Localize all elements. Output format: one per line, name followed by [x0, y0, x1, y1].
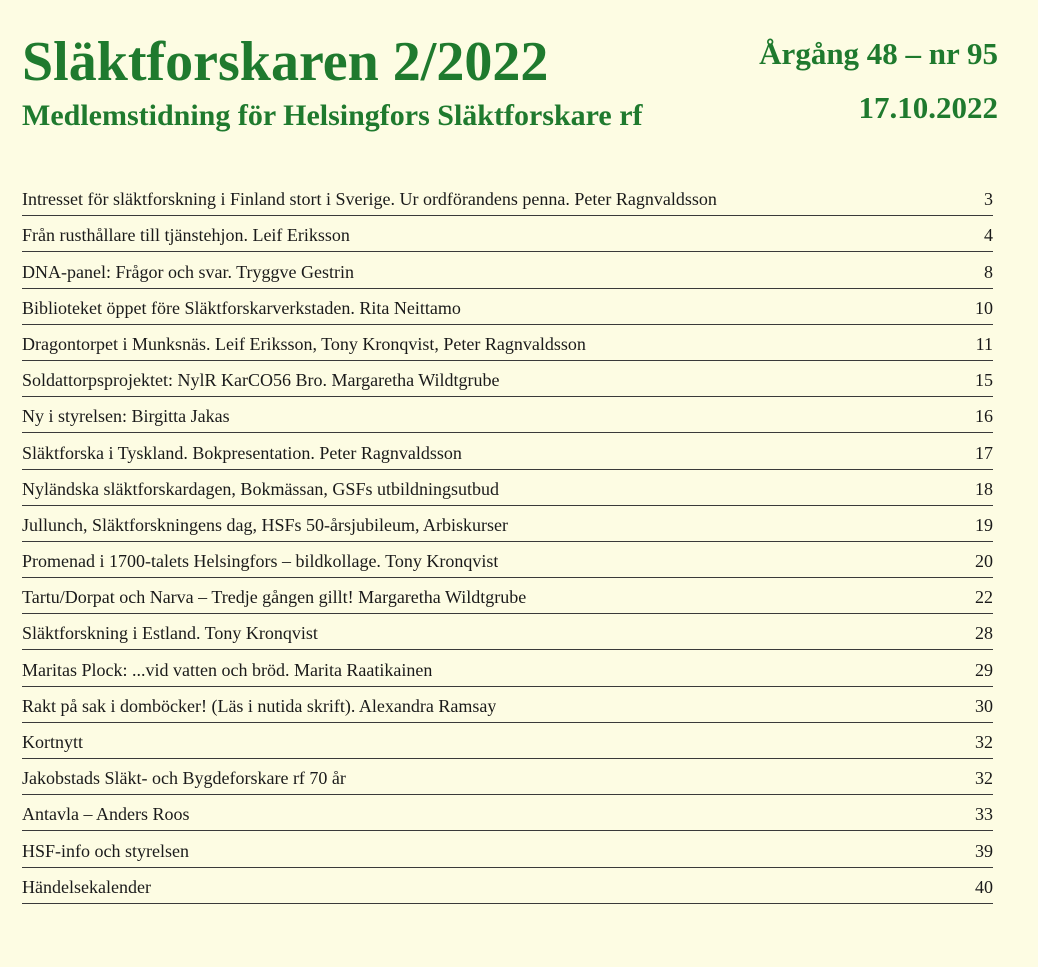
toc-entry-page: 29 — [975, 659, 993, 680]
toc-entry-title: Nyländska släktforskardagen, Bokmässan, GSFs utbildningsutbud — [22, 478, 499, 499]
toc-entry-title: Maritas Plock: ...vid vatten och bröd. Marita Raatikainen — [22, 659, 433, 680]
toc-entry-title: Händelsekalender — [22, 876, 151, 897]
table-of-contents — [22, 180, 993, 904]
toc-entry-page: 15 — [975, 370, 993, 391]
toc-entry-title: Släktforskning i Estland. Tony Kronqvist — [22, 623, 318, 644]
toc-entry-title: HSF-info och styrelsen — [22, 840, 189, 861]
toc-entry-title: Jakobstads Släkt- och Bygdeforskare rf 70 år — [22, 768, 346, 789]
toc-entry[interactable] — [22, 325, 993, 361]
toc-entry-page: 8 — [984, 261, 993, 282]
toc-entry-title: Rakt på sak i domböcker! (Läs i nutida skrift). Alexandra Ramsay — [22, 695, 497, 716]
toc-entry-title: Dragontorpet i Munksnäs. Leif Eriksson, Tony Kronqvist, Peter Ragnvaldsson — [22, 333, 586, 354]
toc-entry[interactable] — [22, 506, 993, 542]
issue-number: Årgång 48 – nr 95 — [759, 36, 998, 71]
toc-entry-page: 32 — [975, 768, 993, 789]
toc-entry-page: 40 — [975, 876, 993, 897]
toc-entry-page: 20 — [975, 551, 993, 572]
toc-entry-page: 19 — [975, 514, 993, 535]
toc-entry-title: DNA-panel: Frågor och svar. Tryggve Gestrin — [22, 261, 354, 282]
toc-entry-title: Kortnytt — [22, 732, 83, 752]
toc-entry-page: 11 — [975, 333, 993, 354]
toc-entry[interactable] — [22, 180, 993, 216]
toc-entry-title: Antavla – Anders Roos — [22, 804, 190, 825]
toc-entry-title: Från rusthållare till tjänstehjon. Leif Eriksson — [22, 225, 350, 246]
issue-date: 17.10.2022 — [858, 90, 998, 125]
toc-entry-title: Intresset för släktforskning i Finland stort i Sverige. Ur ordförandens penna. Peter Ragnvaldsson — [22, 189, 717, 210]
magazine-subtitle: Medlemstidning för Helsingfors Släktforskare rf — [22, 99, 643, 132]
masthead — [0, 0, 1038, 170]
toc-entry[interactable] — [22, 868, 993, 904]
magazine-title: Släktforskaren 2/2022 — [22, 31, 549, 93]
toc-entry-page: 3 — [984, 189, 993, 210]
toc-entry-page: 10 — [975, 297, 993, 318]
toc-entry[interactable] — [22, 650, 993, 686]
toc-entry[interactable] — [22, 578, 993, 614]
toc-entry[interactable] — [22, 433, 993, 469]
toc-entry-title: Ny i styrelsen: Birgitta Jakas — [22, 406, 230, 427]
toc-entry[interactable] — [22, 252, 993, 288]
toc-entry-title: Släktforska i Tyskland. Bokpresentation. Peter Ragnvaldsson — [22, 442, 462, 463]
toc-entry-page: 33 — [975, 804, 993, 825]
toc-entry[interactable] — [22, 397, 993, 433]
toc-entry[interactable] — [22, 723, 993, 759]
toc-entry[interactable] — [22, 795, 993, 831]
toc-entry-page: 28 — [975, 623, 993, 644]
toc-entry-page: 16 — [975, 406, 993, 427]
toc-entry-title: Tartu/Dorpat och Narva – Tredje gången gillt! Margaretha Wildtgrube — [22, 587, 527, 608]
toc-entry-title: Promenad i 1700-talets Helsingfors – bildkollage. Tony Kronqvist — [22, 551, 499, 572]
toc-entry-page: 18 — [975, 478, 993, 499]
toc-entry-page: 4 — [984, 225, 993, 246]
toc-entry[interactable] — [22, 614, 993, 650]
toc-entry-title: Soldattorpsprojektet: NylR KarCO56 Bro. Margaretha Wildtgrube — [22, 370, 500, 391]
toc-entry[interactable] — [22, 831, 993, 867]
toc-entry[interactable] — [22, 470, 993, 506]
toc-entry[interactable] — [22, 542, 993, 578]
toc-entry[interactable] — [22, 216, 993, 252]
toc-entry-page: 32 — [975, 732, 993, 752]
toc-entry[interactable] — [22, 361, 993, 397]
toc-entry[interactable] — [22, 289, 993, 325]
toc-entry-page: 22 — [975, 587, 993, 608]
toc-entry-title: Jullunch, Släktforskningens dag, HSFs 50-årsjubileum, Arbiskurser — [22, 514, 508, 535]
toc-entry[interactable] — [22, 759, 993, 795]
toc-entry-page: 30 — [975, 695, 993, 716]
toc-entry-page: 39 — [975, 840, 993, 861]
toc-entry-page: 17 — [975, 442, 993, 463]
toc-entry[interactable] — [22, 687, 993, 723]
toc-entry-title: Biblioteket öppet före Släktforskarverkstaden. Rita Neittamo — [22, 297, 461, 318]
